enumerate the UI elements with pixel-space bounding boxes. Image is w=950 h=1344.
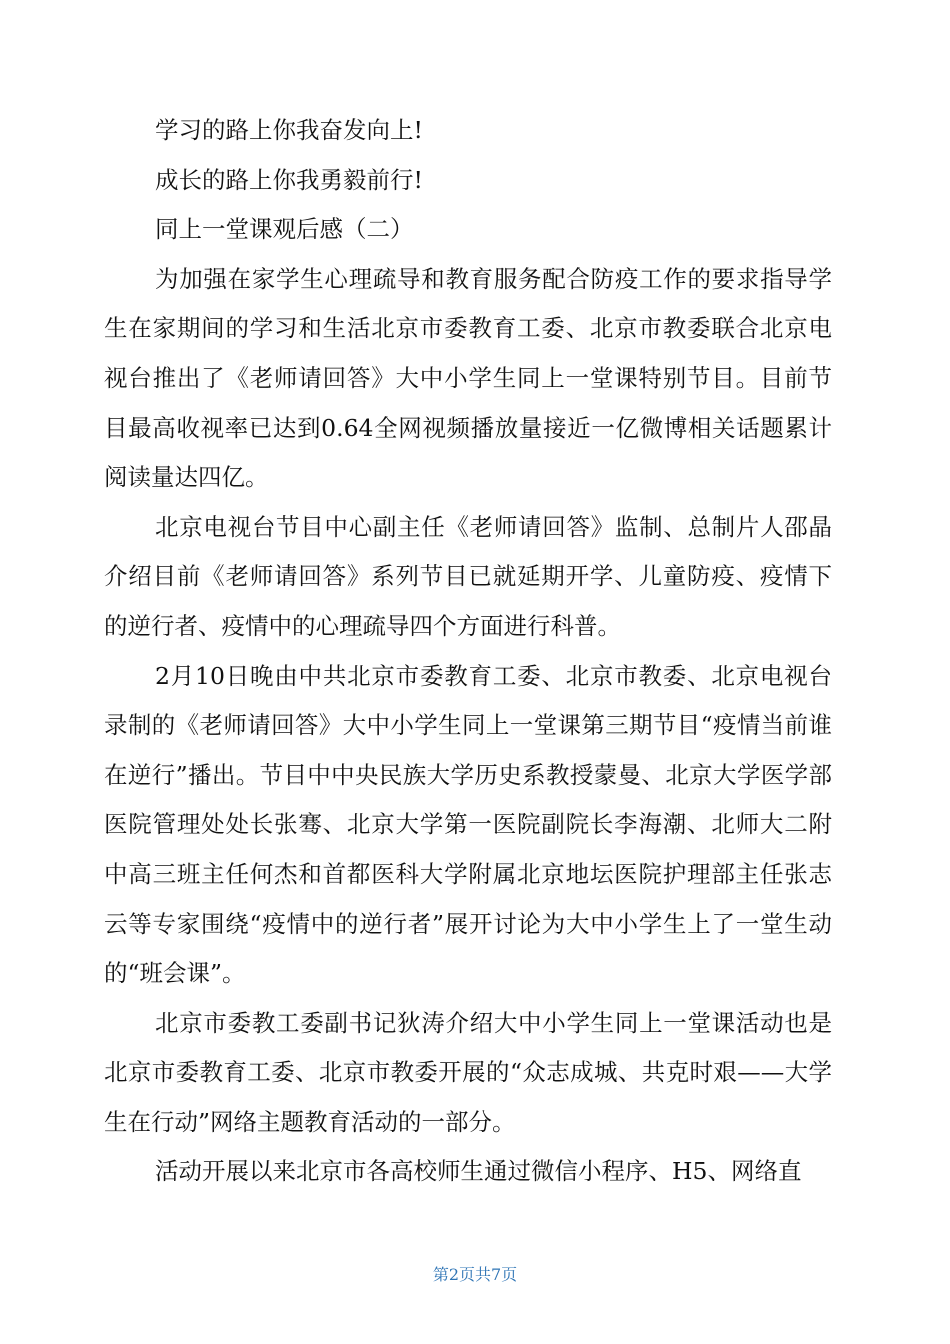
body-text bbox=[104, 106, 832, 1197]
paragraph-episode-three: 2月10日晚由中共北京市委教育工委、北京市教委、北京电视台录制的《老师请回答》大中小学生同上一堂课第三期节目“疫情当前谁在逆行”播出。节目中中央民族大学历史系教授蒙曼、北京大学医学部医院管理处处长张骞、北京大学第一医院副院长李海潮、北师大二附中高三班主任何杰和首都医科大学附属北京地坛医院护理部主任张志云等专家围绕“疫情中的逆行者”展开讨论为大中小学生上了一堂生动的“班会课”。 bbox=[104, 661, 832, 988]
paragraph-producer-intro: 北京电视台节目中心副主任《老师请回答》监制、总制片人邵晶介绍目前《老师请回答》系列节目已就延期开学、儿童防疫、疫情下的逆行者、疫情中的心理疏导四个方面进行科普。 bbox=[104, 512, 832, 640]
paragraph-slogan-growth: 成长的路上你我勇毅前行! bbox=[155, 165, 423, 194]
section-heading: 同上一堂课观后感（二） bbox=[155, 215, 414, 244]
paragraph-slogan-study: 学习的路上你我奋发向上! bbox=[155, 116, 423, 144]
paragraph-activity-part: 北京市委教工委副书记狄涛介绍大中小学生同上一堂课活动也是北京市委教育工委、北京市教委开展的“众志成城、共克时艰——大学生在行动”网络主题教育活动的一部分。 bbox=[104, 1008, 832, 1136]
paragraph-program-intro: 为加强在家学生心理疏导和教育服务配合防疫工作的要求指导学生在家期间的学习和生活北京市委教育工委、北京市教委联合北京电视台推出了《老师请回答》大中小学生同上一堂课特别节目。目前节目最高收视率已达到0.64全网视频播放量接近一亿微博相关话题累计阅读量达四亿。 bbox=[104, 264, 832, 492]
page-number-footer: 第2页共7页 bbox=[432, 1265, 518, 1284]
paragraph-activity-progress: 活动开展以来北京市各高校师生通过微信小程序、H5、网络直 bbox=[155, 1157, 802, 1186]
